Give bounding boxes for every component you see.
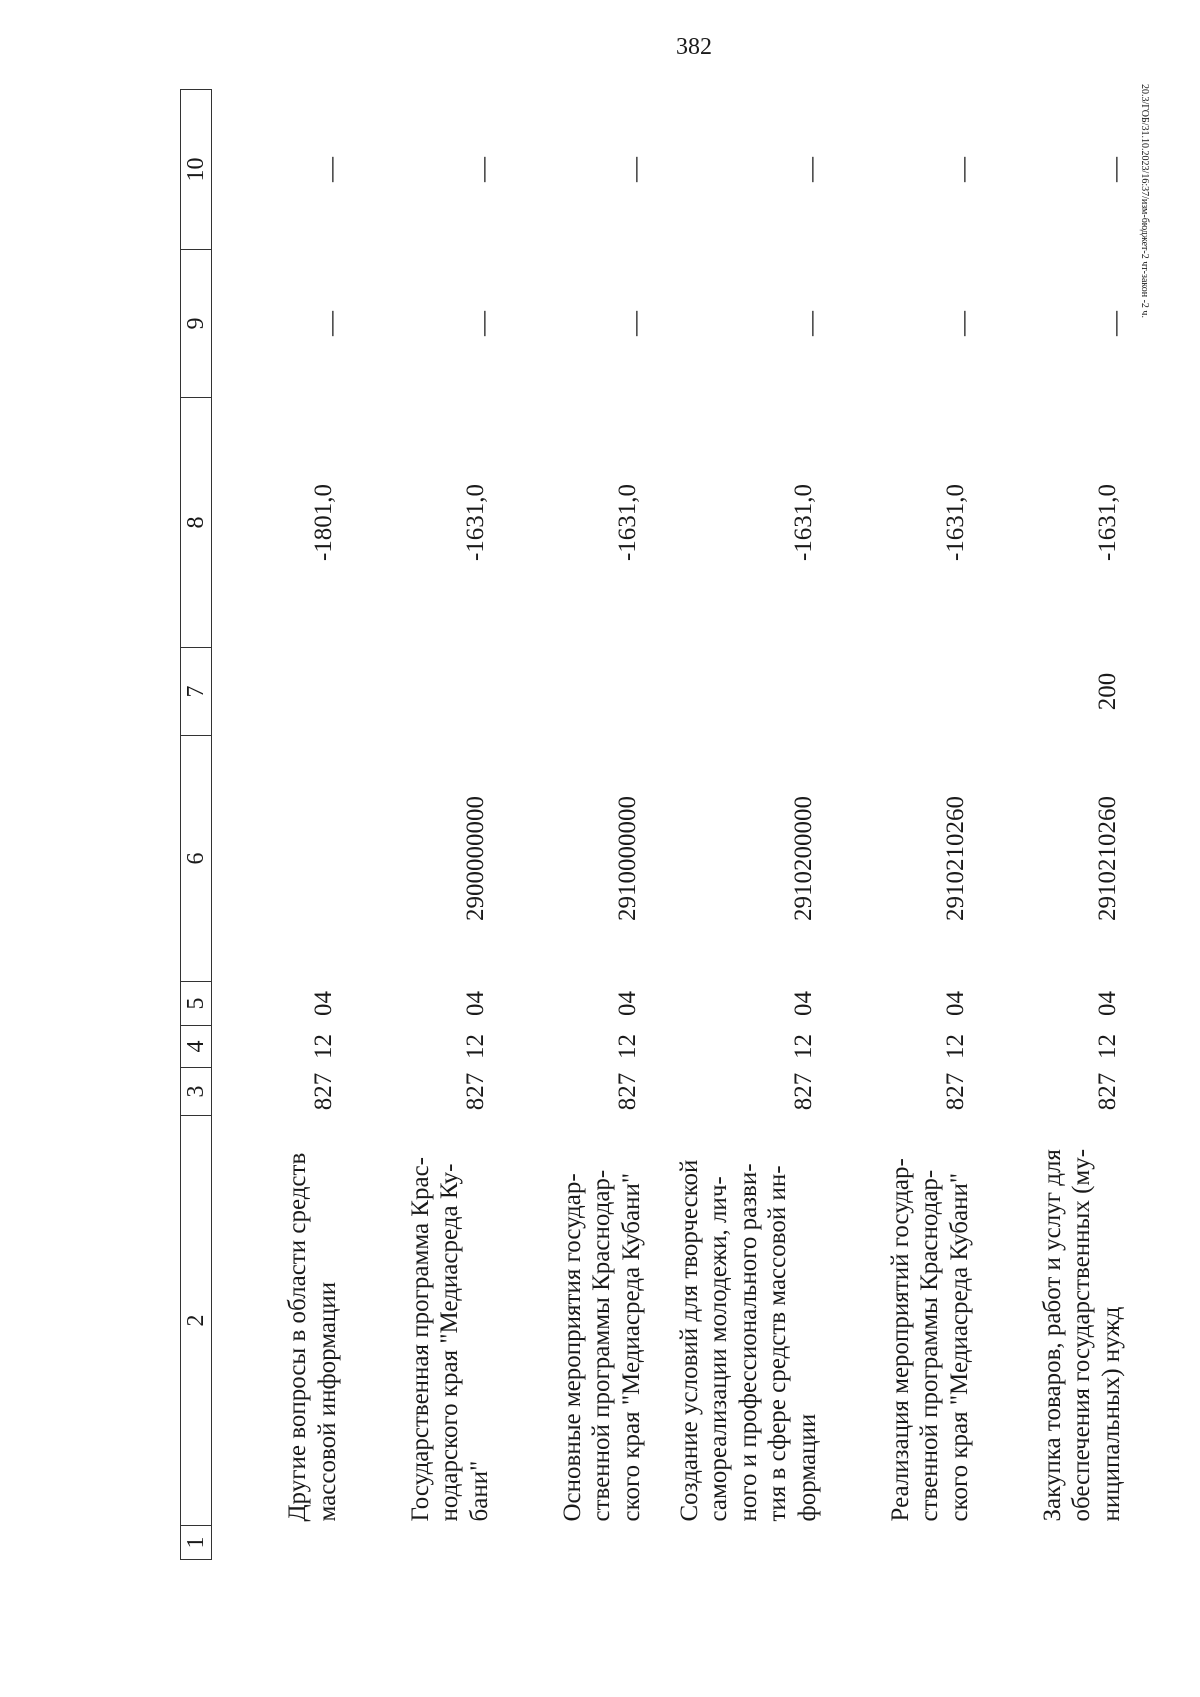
budget-table-container bbox=[180, 90, 1129, 1560]
section-code-cell: 12 bbox=[309, 1034, 337, 1059]
column-10-cell bbox=[844, 90, 996, 250]
expense-type-cell bbox=[844, 648, 996, 736]
description-line: Реализация мероприятий государ- bbox=[886, 1158, 914, 1522]
subsection-code-cell: 04 bbox=[1093, 991, 1121, 1016]
ministry-code-cell: 827 bbox=[941, 1072, 969, 1111]
subsection-code-cell: 04 bbox=[941, 991, 969, 1016]
target-article-cell bbox=[212, 736, 365, 982]
description-cell bbox=[996, 1116, 1148, 1526]
description-line: ственной программы Краснодар- bbox=[916, 1169, 943, 1522]
column-header-10: 10 bbox=[181, 90, 212, 250]
description-line: обеспечения государственных (му- bbox=[1068, 1148, 1095, 1522]
subsection-code-cell: 04 bbox=[461, 991, 489, 1016]
column-header-4: 4 bbox=[181, 1026, 212, 1068]
description-line: Основные мероприятия государ- bbox=[558, 1173, 586, 1522]
table-body bbox=[212, 90, 1149, 1560]
ministry-code-cell: 827 bbox=[789, 1072, 817, 1111]
section-code-cell: 12 bbox=[613, 1034, 641, 1059]
column-header-2: 2 bbox=[181, 1116, 212, 1526]
description-line: Создание условий для творческой bbox=[675, 1159, 703, 1522]
description-line: ственной программы Краснодар- bbox=[588, 1169, 615, 1522]
amount-cell: -1631,0 bbox=[461, 483, 489, 562]
column-10-cell bbox=[668, 90, 844, 250]
empty-value-dash: — bbox=[949, 311, 977, 336]
target-article-cell: 2900000000 bbox=[461, 796, 489, 921]
description-line: Государственная программа Крас- bbox=[406, 1156, 434, 1522]
column-header-6: 6 bbox=[181, 736, 212, 982]
description-cell bbox=[212, 1116, 365, 1526]
column-header-3: 3 bbox=[181, 1068, 212, 1116]
expense-type-cell bbox=[364, 648, 516, 736]
subsection-code-cell: 04 bbox=[789, 991, 817, 1016]
column-9-cell bbox=[212, 250, 365, 398]
column-10-cell bbox=[996, 90, 1148, 250]
column-9-cell bbox=[844, 250, 996, 398]
subsection-code-cell: 04 bbox=[309, 991, 337, 1016]
column-header-7: 7 bbox=[181, 648, 212, 736]
empty-value-dash: — bbox=[1101, 157, 1129, 182]
section-code-cell: 12 bbox=[941, 1034, 969, 1059]
column-header-1: 1 bbox=[181, 1526, 212, 1560]
row-number-cell bbox=[668, 1526, 844, 1560]
description-line: ского края "Медиасреда Кубани" bbox=[617, 1172, 645, 1522]
description-line: ного и профессионального разви- bbox=[734, 1163, 762, 1522]
description-line: Закупка товаров, работ и услуг для bbox=[1038, 1149, 1066, 1522]
row-number-cell bbox=[996, 1526, 1148, 1560]
target-article-cell: 2910210260 bbox=[1093, 796, 1121, 921]
column-10-cell bbox=[364, 90, 516, 250]
page-number: 382 bbox=[676, 34, 712, 60]
description-line: самореализации молодежи, лич- bbox=[705, 1176, 732, 1522]
column-9-cell bbox=[364, 250, 516, 398]
amount-cell: -1801,0 bbox=[309, 483, 337, 562]
column-header-8: 8 bbox=[181, 398, 212, 648]
ministry-code-cell: 827 bbox=[309, 1072, 337, 1111]
description-line: формации bbox=[793, 1413, 821, 1522]
description-line: массовой информации bbox=[313, 1281, 341, 1522]
row-number-cell bbox=[364, 1526, 516, 1560]
description-line: Другие вопросы в области средств bbox=[284, 1152, 311, 1522]
table-row bbox=[364, 90, 516, 1560]
section-code-cell: 12 bbox=[461, 1034, 489, 1059]
ministry-code-cell: 827 bbox=[1093, 1072, 1121, 1111]
table-row bbox=[212, 90, 365, 1560]
section-code-cell: 12 bbox=[1093, 1034, 1121, 1059]
expense-type-cell: 200 bbox=[1093, 672, 1121, 711]
table-header bbox=[181, 90, 212, 1560]
description-line: нодарского края "Медиасреда Ку- bbox=[436, 1163, 463, 1522]
table-row bbox=[844, 90, 996, 1560]
target-article-cell: 2910200000 bbox=[789, 796, 817, 921]
empty-value-dash: — bbox=[621, 311, 649, 336]
column-9-cell bbox=[996, 250, 1148, 398]
amount-cell: -1631,0 bbox=[1093, 483, 1121, 562]
expense-type-cell bbox=[516, 648, 668, 736]
row-number-cell bbox=[516, 1526, 668, 1560]
amount-cell: -1631,0 bbox=[789, 483, 817, 562]
column-header-5: 5 bbox=[181, 982, 212, 1026]
column-9-cell bbox=[516, 250, 668, 398]
table-row bbox=[996, 90, 1148, 1560]
row-number-cell bbox=[844, 1526, 996, 1560]
column-10-cell bbox=[516, 90, 668, 250]
column-9-cell bbox=[668, 250, 844, 398]
ministry-code-cell: 827 bbox=[613, 1072, 641, 1111]
description-cell bbox=[844, 1116, 996, 1526]
document-footer-code: 20.3/ГОБ/31.10.2023/16:37/изм-бюджет-2 чт-закон -2 ч. bbox=[1139, 84, 1150, 318]
column-10-cell bbox=[212, 90, 365, 250]
expense-type-cell bbox=[668, 648, 844, 736]
expense-type-cell bbox=[212, 648, 365, 736]
description-cell bbox=[668, 1116, 844, 1526]
description-line: ского края "Медиасреда Кубани" bbox=[945, 1172, 973, 1522]
empty-value-dash: — bbox=[469, 311, 497, 336]
description-cell bbox=[364, 1116, 516, 1526]
target-article-cell: 2910210260 bbox=[941, 796, 969, 921]
amount-cell: -1631,0 bbox=[941, 483, 969, 562]
row-number-cell bbox=[212, 1526, 365, 1560]
empty-value-dash: — bbox=[797, 157, 825, 182]
table-row bbox=[668, 90, 844, 1560]
ministry-code-cell: 827 bbox=[461, 1072, 489, 1111]
description-line: тия в сфере средств массовой ин- bbox=[764, 1165, 791, 1522]
header-row bbox=[181, 90, 212, 1560]
empty-value-dash: — bbox=[1101, 311, 1129, 336]
empty-value-dash: — bbox=[621, 157, 649, 182]
empty-value-dash: — bbox=[317, 157, 345, 182]
empty-value-dash: — bbox=[949, 157, 977, 182]
target-article-cell: 2910000000 bbox=[613, 796, 641, 921]
table-row bbox=[516, 90, 668, 1560]
budget-table bbox=[180, 89, 1148, 1560]
amount-cell: -1631,0 bbox=[613, 483, 641, 562]
description-line: бани" bbox=[465, 1460, 493, 1522]
subsection-code-cell: 04 bbox=[613, 991, 641, 1016]
section-code-cell: 12 bbox=[789, 1034, 817, 1059]
description-cell bbox=[516, 1116, 668, 1526]
column-header-9: 9 bbox=[181, 250, 212, 398]
description-line: ниципальных) нужд bbox=[1097, 1306, 1125, 1522]
empty-value-dash: — bbox=[317, 311, 345, 336]
empty-value-dash: — bbox=[469, 157, 497, 182]
empty-value-dash: — bbox=[797, 311, 825, 336]
